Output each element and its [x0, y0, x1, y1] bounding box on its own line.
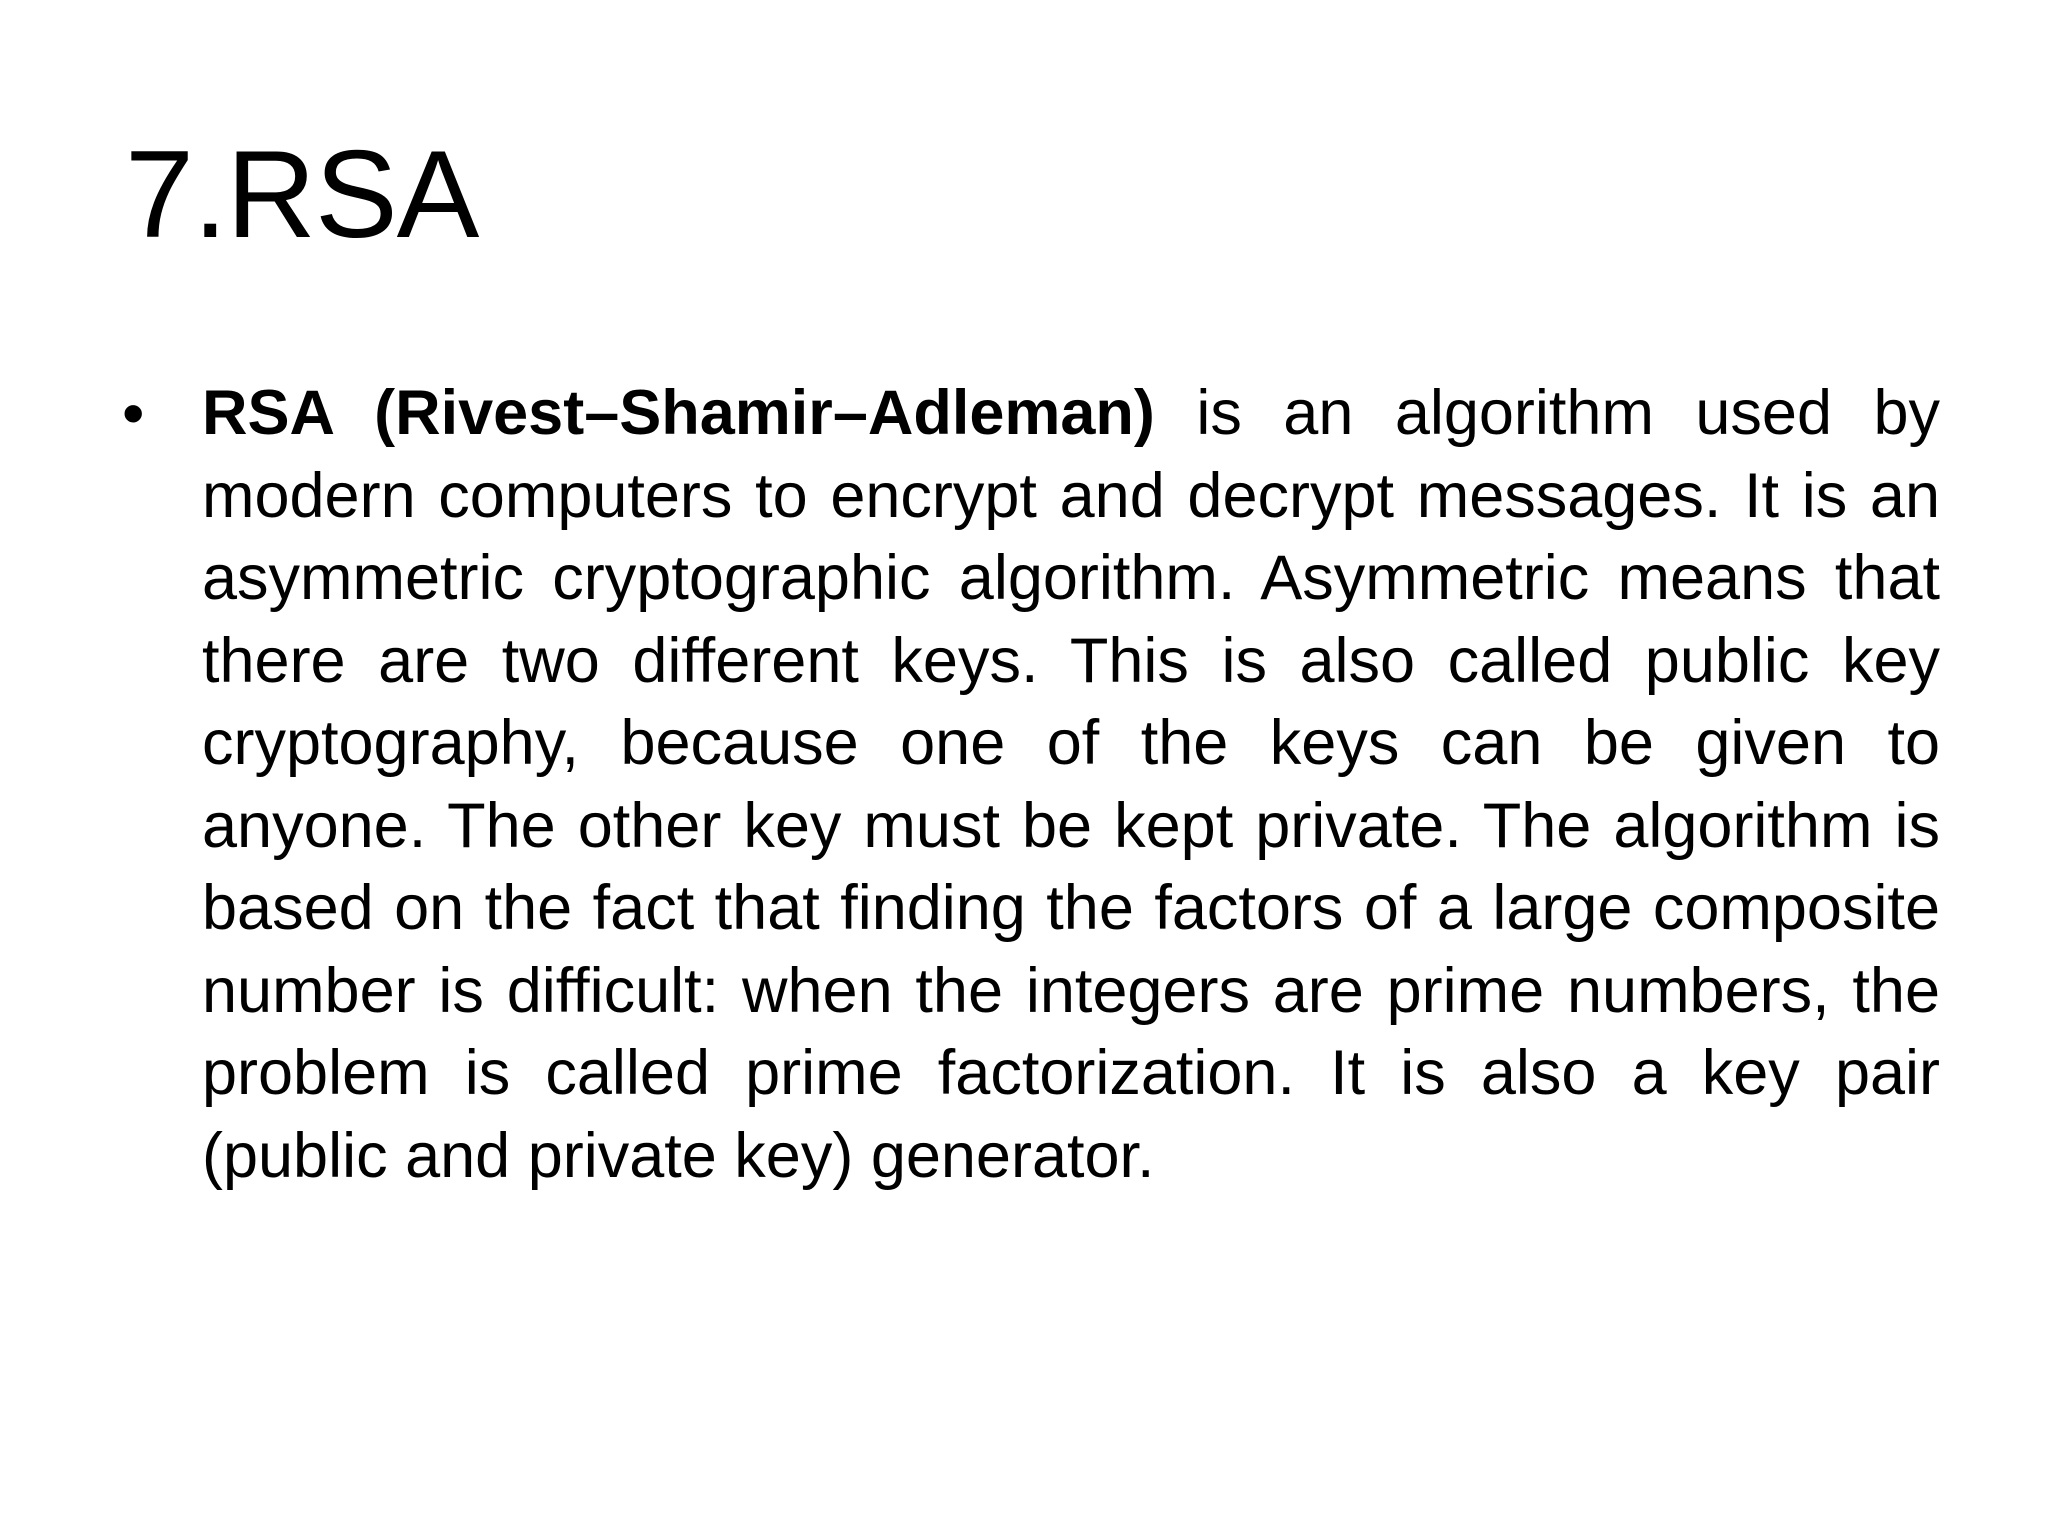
bullet-item	[122, 372, 1940, 1197]
bullet-list	[122, 372, 1940, 1197]
bullet-term: RSA (Rivest–Shamir–Adleman)	[202, 378, 1155, 448]
bullet-paragraph	[202, 372, 1940, 1197]
slide-title: 7.RSA	[125, 126, 479, 264]
bullet-marker: •	[122, 377, 145, 449]
bullet-body-text: is an algorithm used by modern computers to encrypt and decrypt messages. It is an asymmetric cryptographic algorithm. Asymmetric means that there are two different keys. This is also called public key cryptography, because one of the keys can be given to anyone. The other key must be kept private. The algorithm is based on the fact that finding the factors of a large composite number is difficult: when the integers are prime numbers, the problem is called prime factorization. It is also a key pair (public and private key) generator.	[202, 378, 1940, 1191]
